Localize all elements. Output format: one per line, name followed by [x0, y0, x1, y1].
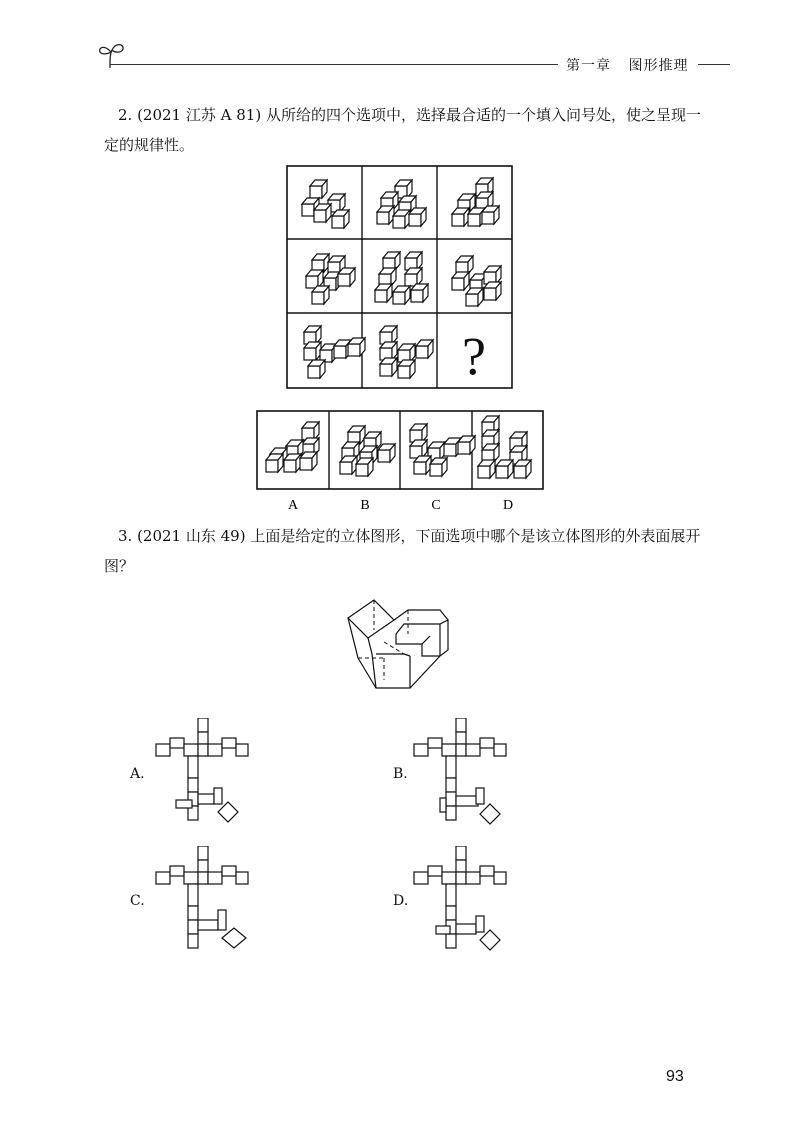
- question-mark: ?: [462, 326, 486, 386]
- cell-1-3: [452, 178, 499, 226]
- net-option-a-label: A.: [130, 766, 145, 782]
- sprout-icon: [96, 40, 128, 70]
- chapter-section: 图形推理: [628, 58, 689, 74]
- net-option-c[interactable]: [152, 846, 262, 958]
- header-rule-left: [110, 64, 558, 65]
- net-option-c-label: C.: [130, 893, 145, 909]
- cell-3-2: [380, 326, 433, 378]
- option-c-figure[interactable]: [410, 424, 475, 476]
- cell-2-1: [306, 254, 355, 304]
- question-2-text: 2. (2021 江苏 A 81) 从所给的四个选项中，选择最合适的一个填入问号处，使之呈现一定的规律性。: [104, 106, 701, 154]
- option-d-figure[interactable]: [478, 416, 531, 478]
- cell-1-2: [377, 180, 426, 228]
- cell-2-3: [452, 256, 501, 306]
- cell-1-1: [302, 180, 349, 228]
- option-d-label: D: [502, 498, 514, 513]
- option-c-label: C: [431, 498, 441, 513]
- chapter-heading: [566, 55, 700, 75]
- chapter-number: 第一章: [566, 58, 611, 74]
- option-a-figure[interactable]: [266, 422, 319, 472]
- question-3-text: 3. (2021 山东 49) 上面是给定的立体图形，下面选项中哪个是该立体图形的外表面展开图？: [104, 527, 701, 575]
- option-b-label: B: [360, 498, 370, 513]
- net-option-a[interactable]: [152, 718, 262, 830]
- net-option-d[interactable]: [410, 846, 520, 958]
- cell-3-1: [304, 326, 365, 378]
- question-2-figure: [250, 160, 550, 520]
- net-option-d-label: D.: [393, 893, 409, 909]
- header-rule-right: [698, 64, 730, 65]
- page-number: 93: [666, 1068, 684, 1085]
- cell-2-2: [375, 252, 428, 304]
- pattern-grid: [287, 166, 512, 388]
- net-option-b-label: B.: [393, 766, 408, 782]
- option-a-label: A: [287, 498, 299, 513]
- answer-options: [257, 411, 543, 513]
- net-option-b[interactable]: [410, 718, 520, 830]
- option-b-figure[interactable]: [340, 426, 395, 476]
- solid-figure: [340, 590, 460, 695]
